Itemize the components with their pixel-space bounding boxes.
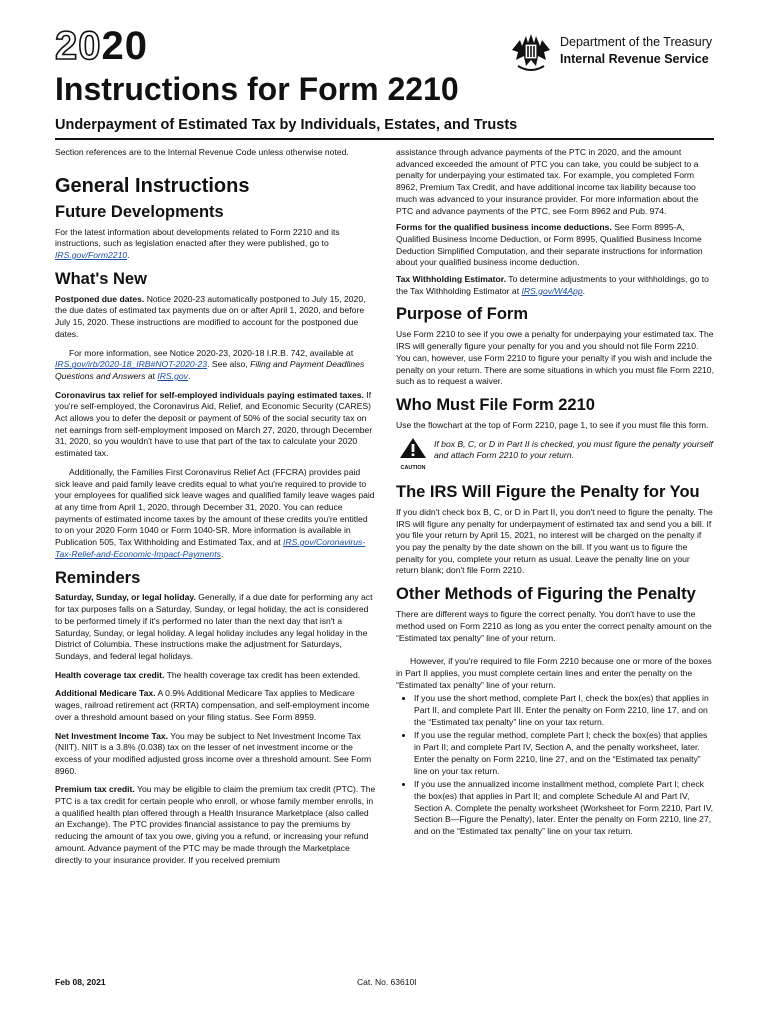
agency-block — [560, 34, 712, 68]
purpose-of-form-heading: Purpose of Form — [396, 305, 529, 324]
revision-date: Feb 08, 2021 — [55, 977, 106, 987]
caution-badge — [396, 437, 430, 475]
form-2210-link[interactable]: IRS.gov/Form2210 — [55, 250, 128, 261]
caution-label: CAUTION — [400, 465, 426, 472]
list-item: • If you use the short method, complete Part I, check the box(es) that applies in Part II, and complete Part III. Enter the penalty on Form 2210, line 17, and on the “Estimated tax penalty” line on your tax return. — [414, 693, 714, 728]
section-references-note: Section references are to the Internal Revenue Code unless otherwise noted. — [55, 147, 349, 157]
right-column — [396, 147, 714, 840]
coronavirus-relief-paragraph: Coronavirus tax relief for self-employed individuals paying estimated taxes. If you're self-employed, the Coronavirus Aid, Relief, and Economic Security (CARES) Act allows you to defer the deposit or payment of 50% of the social security tax on net earnings from self-employment imposed on March 27, 2020, through December 31, 2020, so you wouldn't have to use that part of the tax to calculate your 2020 estimated tax. — [55, 389, 373, 459]
general-instructions-heading: General Instructions — [55, 174, 250, 197]
irs-eagle-logo-icon — [508, 30, 554, 76]
list-item: • If you use the regular method, complete Part I; check the box(es) that applies in Part II; and complete Part IV, Section A, and the penalty worksheet, later. Enter the penalty on Form 2210, line 27, and on the “Estimated tax penalty” line on your tax return. — [414, 730, 714, 777]
other-methods-heading: Other Methods of Figuring the Penalty — [396, 585, 696, 604]
left-column — [55, 147, 376, 873]
health-coverage-paragraph: Health coverage tax credit. The health coverage tax credit has been extended. — [55, 669, 361, 680]
irs-gov-link[interactable]: IRS.gov — [157, 370, 188, 381]
qbi-forms-paragraph: Forms for the qualified business income deductions. See Form 8995-A, Qualified Business Income Deduction, or Form 8995, Qualified Business Income Deduction Simplified Computation, and their separate instructions for information about your qualified business income deduction. — [396, 222, 703, 268]
agency-name: Internal Revenue Service — [560, 52, 709, 66]
tax-year-solid: 20 — [101, 24, 148, 68]
additional-medicare-paragraph: Additional Medicare Tax. A 0.9% Additional Medicare Tax applies to Medicare wages, railroad retirement act (RRTA) compensation, and self-employment income over a threshold amount based on your filing status. See Form 8959. — [55, 688, 370, 722]
who-must-file-heading: Who Must File Form 2210 — [396, 395, 595, 414]
irb-notice-link[interactable]: IRS.gov/irb/2020-18_IRB#NOT-2020-23 — [55, 359, 208, 370]
legal-holiday-paragraph: Saturday, Sunday, or legal holiday. Generally, if a due date for performing any act for tax purposes falls on a Saturday, Sunday, or legal holiday, the act is considered to be performed timely if it's performed no later than the next day that isn't a Saturday, Sunday, or legal holiday. A legal holiday includes any legal holiday in the District of Columbia. These instructions make the adjustment for Saturdays, Sundays, and federal legal holidays. — [55, 592, 373, 661]
header-rule — [55, 138, 714, 140]
premium-tax-credit-paragraph: Premium tax credit. You may be eligible to claim the premium tax credit (PTC). The PTC is a tax credit for certain people who enroll, or whose family member enrolls, in a qualified health plan offered through a Health Insurance Marketplace (also called an Exchange). The PTC provides financial assistance to pay the premiums by reducing the amount of tax you owe, giving you a refund, or increasing your refund amount. Advance payment of the PTC may be made through the Marketplace directly to your insurance provider. If you received premium — [55, 784, 376, 865]
reminders-heading: Reminders — [55, 568, 141, 587]
ffcra-paragraph: Additionally, the Families First Coronavirus Relief Act (FFCRA) provides paid sick leave and paid family leave credits equal to what you're required to provide to your employees for qualified sick leave wages and qualified family leave wages paid at any time from April 1, 2020, through December 31, 2020. You can reduce payments of estimated income taxes by the amount of these credits you're entitled to on your 2020 Form 1040 or Form 1040-SR. More information is available in Publication 505, Tax Withholding and Estimated Tax, and at IRS.gov/Coronavirus-Tax-Relief-and-Economic-Impact-Payments. — [55, 466, 375, 559]
coronavirus-relief-link[interactable]: IRS.gov/Coronavirus-Tax-Relief-and-Economic-Impact-Payments — [55, 537, 366, 559]
however-text: However, if you're required to file Form 2210 because one or more of the boxes in Part II applies, you must complete certain lines and enter the penalty on the “Estimated tax penalty” line of your return. — [396, 656, 712, 690]
tax-withholding-estimator-paragraph: Tax Withholding Estimator. To determine adjustments to your withholdings, go to the Tax Withholding Estimator at IRS.gov/W4App. — [396, 274, 709, 296]
tax-year — [55, 26, 148, 66]
catalog-number: Cat. No. 63610I — [357, 977, 417, 987]
caution-text: If box B, C, or D in Part II is checked, you must figure the penalty yourself and attach Form 2210 to your return. — [434, 438, 713, 461]
future-developments-heading: Future Developments — [55, 202, 224, 221]
method-bullets — [396, 693, 714, 837]
ptc-continued-paragraph: assistance through advance payments of the PTC in 2020, and the amount advanced exceeded the amount of PTC you can take, you could be subject to a penalty for underpaying your estimated tax. For example, you completed Form 8962, Premium Tax Credit, and have additional income tax liability because too much was advanced to your insurance provider. For more information about the PTC and advance payments of the PTC, see Form 8962 and Pub. 974. — [396, 147, 699, 216]
irs-will-figure-heading: The IRS Will Figure the Penalty for You — [396, 483, 700, 501]
caution-triangle-icon — [398, 437, 428, 459]
list-item: • If you use the annualized income installment method, complete Part I; check the box(es) that applies in Part II; and complete Schedule AI and Part IV, Section A. Complete the penalty worksheet (Worksheet for Form 2210, Part IV, Section B—Figure the Penalty), later. Enter the penalty on Form 2210, line 27, and on the “Estimated tax penalty” line on your tax return. — [414, 779, 714, 838]
page-subtitle: Underpayment of Estimated Tax by Individuals, Estates, and Trusts — [55, 117, 518, 133]
who-must-file-text: Use the flowchart at the top of Form 2210, page 1, to see if you must file this form. — [396, 419, 709, 430]
whats-new-heading: What's New — [55, 269, 147, 288]
w4app-link[interactable]: IRS.gov/W4App — [521, 285, 583, 296]
caution-note — [396, 437, 714, 475]
future-developments-text: For the latest information about developments related to Form 2210 and its instructions, such as legislation enacted after they were published, go to IRS.gov/Form2210. — [55, 226, 340, 261]
irs-will-figure-text: If you didn't check box B, C, or D in Part II, you don't need to figure the penalty. The IRS will figure any penalty for underpayment of estimated tax and send you a bill. If you file your return by April 15, 2021, no interest will be charged on the penalty if you pay the penalty by the date shown on the bill. If you want us to figure the penalty for you, complete your return as usual. Leave the penalty line on your return blank; don't file Form 2210. — [396, 506, 713, 576]
purpose-of-form-text: Use Form 2210 to see if you owe a penalty for underpaying your estimated tax. The IRS will generally figure your penalty for you and you should not file Form 2210. You can, however, use Form 2210 to figure your penalty if you wish and include the penalty on your return. There are some situations in which you must file Form 2210, such as to request a waiver. — [396, 329, 714, 387]
department-name: Department of the Treasury — [560, 35, 713, 49]
tax-year-outline: 20 — [55, 24, 102, 68]
notice-more-info-paragraph: For more information, see Notice 2020-23, 2020-18 I.R.B. 742, available at IRS.gov/irb/2020-18_IRB#NOT-2020-23. See also, Filing and Payment Deadlines Questions and Answers at IRS.gov. — [55, 347, 365, 381]
postponed-due-dates-paragraph: Postponed due dates. Notice 2020-23 automatically postponed to July 15, 2020, the due dates of estimated tax payments due on or after April 1, 2020, and before July 15, 2020. These instructions are modified to account for the postponed due dates. — [55, 293, 366, 339]
niit-paragraph: Net Investment Income Tax. You may be subject to Net Investment Income Tax (NIIT). NIIT is a 3.8% (0.038) tax on the lesser of net investment income or the excess of your modified adjusted gross income over a threshold amount. See Form 8960. — [55, 730, 372, 776]
other-methods-text: There are different ways to figure the correct penalty. You don't have to use the method used on Form 2210 as long as you enter the correct penalty amount on the “Estimated tax penalty” line of your return. — [396, 609, 712, 643]
page-title: Instructions for Form 2210 — [55, 71, 459, 107]
